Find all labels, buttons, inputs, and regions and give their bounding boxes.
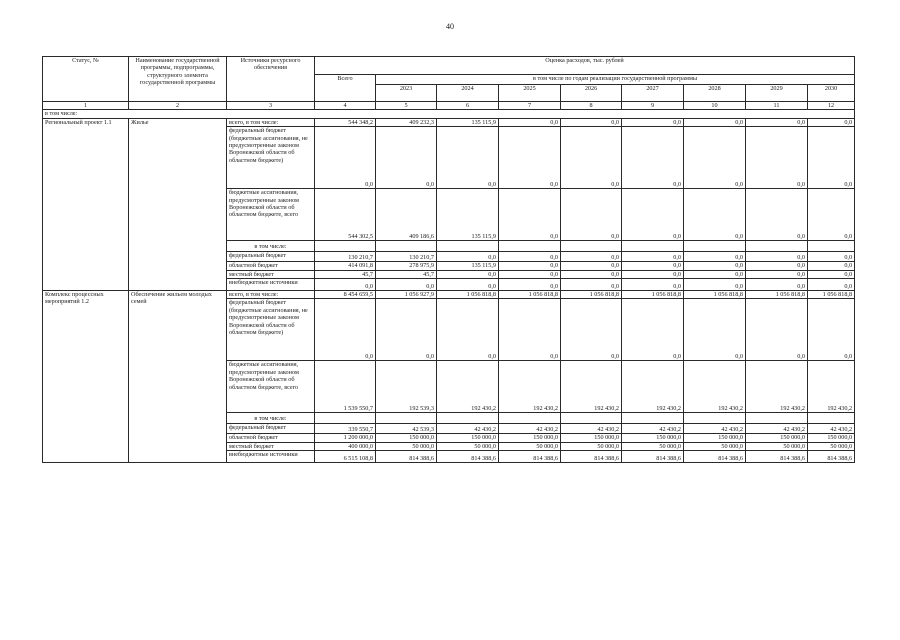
year-value-cell: 0,0: [376, 127, 437, 189]
year-value-cell: 42 430,2: [437, 424, 499, 434]
year-value-cell: 0,0: [808, 262, 855, 270]
year-value-cell: 814 388,6: [808, 451, 855, 463]
year-value-cell: 0,0: [622, 279, 684, 291]
total-value-cell: 400 000,0: [315, 442, 376, 450]
year-value-cell: 0,0: [808, 127, 855, 189]
year-value-cell: [746, 241, 808, 252]
year-value-cell: [808, 241, 855, 252]
funding-source-label: местный бюджет: [227, 442, 315, 450]
year-header: 2028: [684, 85, 746, 102]
total-value-cell: 45,7: [315, 270, 376, 278]
year-value-cell: 0,0: [561, 252, 622, 262]
year-value-cell: 0,0: [684, 127, 746, 189]
funding-source-label: федеральный бюджет: [227, 252, 315, 262]
column-number: 4: [315, 102, 376, 110]
year-value-cell: 0,0: [499, 270, 561, 278]
total-value-cell: 1 200 000,0: [315, 434, 376, 442]
column-number: 6: [437, 102, 499, 110]
year-value-cell: [499, 413, 561, 424]
funding-source-label: областной бюджет: [227, 434, 315, 442]
year-value-cell: 150 000,0: [808, 434, 855, 442]
year-value-cell: 192 430,2: [684, 361, 746, 413]
header-status: Статус, №: [43, 57, 129, 102]
year-value-cell: 0,0: [437, 279, 499, 291]
column-number: 5: [376, 102, 437, 110]
column-number: 1: [43, 102, 129, 110]
year-value-cell: 50 000,0: [437, 442, 499, 450]
column-number: 7: [499, 102, 561, 110]
row-status: Региональный проект 1.1: [43, 118, 129, 290]
year-value-cell: 42 430,2: [684, 424, 746, 434]
year-header: 2026: [561, 85, 622, 102]
total-value-cell: 0,0: [315, 279, 376, 291]
year-header: 2024: [437, 85, 499, 102]
year-value-cell: 0,0: [808, 252, 855, 262]
column-number: 3: [227, 102, 315, 110]
budget-table: [42, 56, 855, 463]
budget-row: [43, 291, 855, 299]
year-value-cell: 0,0: [684, 299, 746, 361]
year-value-cell: 0,0: [561, 270, 622, 278]
column-numbers-row: [43, 102, 855, 110]
total-value-cell: 0,0: [315, 127, 376, 189]
total-value-cell: 414 091,8: [315, 262, 376, 270]
year-value-cell: 150 000,0: [684, 434, 746, 442]
total-value-cell: 6 515 108,8: [315, 451, 376, 463]
year-value-cell: 0,0: [746, 118, 808, 126]
year-value-cell: 0,0: [437, 252, 499, 262]
year-value-cell: 0,0: [746, 189, 808, 241]
year-value-cell: 409 232,3: [376, 118, 437, 126]
year-value-cell: [437, 241, 499, 252]
year-value-cell: 0,0: [561, 127, 622, 189]
year-value-cell: [684, 241, 746, 252]
year-value-cell: 0,0: [684, 270, 746, 278]
year-value-cell: 0,0: [622, 189, 684, 241]
year-value-cell: 150 000,0: [376, 434, 437, 442]
year-value-cell: 0,0: [561, 299, 622, 361]
year-value-cell: 0,0: [622, 262, 684, 270]
year-value-cell: 150 000,0: [622, 434, 684, 442]
funding-source-label: внебюджетные источники: [227, 451, 315, 463]
year-value-cell: 135 115,9: [437, 118, 499, 126]
year-value-cell: 0,0: [622, 299, 684, 361]
year-value-cell: 0,0: [561, 118, 622, 126]
year-value-cell: 130 210,7: [376, 252, 437, 262]
year-value-cell: [499, 241, 561, 252]
total-value-cell: 8 454 659,5: [315, 291, 376, 299]
column-number: 8: [561, 102, 622, 110]
year-value-cell: 0,0: [622, 118, 684, 126]
year-value-cell: 0,0: [376, 279, 437, 291]
year-value-cell: 0,0: [561, 279, 622, 291]
year-value-cell: 1 056 818,8: [746, 291, 808, 299]
year-value-cell: [622, 241, 684, 252]
in-that-number-row: [43, 110, 855, 118]
year-value-cell: 814 388,6: [437, 451, 499, 463]
funding-source-label: областной бюджет: [227, 262, 315, 270]
header-total: Всего: [315, 75, 376, 102]
year-value-cell: 814 388,6: [561, 451, 622, 463]
year-value-cell: 814 388,6: [499, 451, 561, 463]
header-name: Наименование государственной программы, подпрограммы, структурного элемента государственной программы: [129, 57, 227, 102]
year-value-cell: 0,0: [437, 127, 499, 189]
year-header: 2023: [376, 85, 437, 102]
year-value-cell: 0,0: [746, 262, 808, 270]
row-status: Комплекс процессных мероприятий 1.2: [43, 291, 129, 463]
header-source: Источники ресурсного обеспечения: [227, 57, 315, 102]
total-value-cell: 0,0: [315, 299, 376, 361]
funding-source-label: в том числе:: [227, 413, 315, 424]
funding-source-label: федеральный бюджет (бюджетные ассигнования, не предусмотренные законом Воронежской области об областном бюджете): [227, 127, 315, 189]
year-value-cell: 50 000,0: [561, 442, 622, 450]
year-value-cell: 50 000,0: [376, 442, 437, 450]
year-value-cell: 0,0: [622, 252, 684, 262]
year-header: 2030: [808, 85, 855, 102]
year-value-cell: 0,0: [499, 279, 561, 291]
year-value-cell: 150 000,0: [746, 434, 808, 442]
year-value-cell: 150 000,0: [561, 434, 622, 442]
year-value-cell: 0,0: [808, 299, 855, 361]
year-value-cell: 192 430,2: [499, 361, 561, 413]
year-value-cell: 42 430,2: [622, 424, 684, 434]
year-value-cell: 1 056 818,8: [437, 291, 499, 299]
year-value-cell: 0,0: [437, 299, 499, 361]
year-value-cell: [746, 413, 808, 424]
column-number: 10: [684, 102, 746, 110]
total-value-cell: [315, 413, 376, 424]
year-value-cell: 50 000,0: [746, 442, 808, 450]
year-value-cell: 0,0: [808, 270, 855, 278]
header-estimate: Оценка расходов, тыс. рублей: [315, 57, 855, 75]
year-header: 2025: [499, 85, 561, 102]
year-value-cell: 150 000,0: [437, 434, 499, 442]
page-number: 40: [446, 22, 454, 31]
year-value-cell: 192 430,2: [746, 361, 808, 413]
year-value-cell: 50 000,0: [499, 442, 561, 450]
year-value-cell: 0,0: [499, 262, 561, 270]
funding-source-label: местный бюджет: [227, 270, 315, 278]
year-value-cell: 42 430,2: [808, 424, 855, 434]
year-value-cell: 0,0: [499, 189, 561, 241]
year-value-cell: 0,0: [684, 118, 746, 126]
year-value-cell: 1 056 818,8: [684, 291, 746, 299]
funding-source-label: всего, в том числе:: [227, 291, 315, 299]
year-value-cell: 0,0: [499, 252, 561, 262]
year-value-cell: 45,7: [376, 270, 437, 278]
total-value-cell: 130 210,7: [315, 252, 376, 262]
funding-source-label: бюджетные ассигнования, предусмотренные законом Воронежской области об областном бюджете, всего: [227, 361, 315, 413]
year-value-cell: 0,0: [684, 262, 746, 270]
year-value-cell: 1 056 927,9: [376, 291, 437, 299]
year-value-cell: 0,0: [808, 279, 855, 291]
year-value-cell: [376, 413, 437, 424]
funding-source-label: бюджетные ассигнования, предусмотренные законом Воронежской области об областном бюджете, всего: [227, 189, 315, 241]
year-value-cell: [437, 413, 499, 424]
total-value-cell: 339 550,7: [315, 424, 376, 434]
year-value-cell: 814 388,6: [684, 451, 746, 463]
funding-source-label: федеральный бюджет (бюджетные ассигнования, не предусмотренные законом Воронежской области об областном бюджете): [227, 299, 315, 361]
year-value-cell: 0,0: [746, 127, 808, 189]
year-value-cell: 192 430,2: [808, 361, 855, 413]
funding-source-label: всего, в том числе:: [227, 118, 315, 126]
year-value-cell: 0,0: [376, 299, 437, 361]
row-program-name: Жилье: [129, 118, 227, 290]
funding-source-label: в том числе:: [227, 241, 315, 252]
year-value-cell: 135 115,9: [437, 189, 499, 241]
year-header: 2027: [622, 85, 684, 102]
year-value-cell: 192 430,2: [622, 361, 684, 413]
header-row: [43, 57, 855, 75]
column-number: 11: [746, 102, 808, 110]
year-value-cell: 42 430,2: [746, 424, 808, 434]
total-value-cell: 1 539 550,7: [315, 361, 376, 413]
year-header: 2029: [746, 85, 808, 102]
year-value-cell: 42 539,3: [376, 424, 437, 434]
year-value-cell: 50 000,0: [808, 442, 855, 450]
year-value-cell: 0,0: [684, 189, 746, 241]
header-by-years: в том числе по годам реализации государственной программы: [376, 75, 855, 85]
year-value-cell: 409 186,6: [376, 189, 437, 241]
in-that-number-label: в том числе:: [43, 110, 855, 118]
year-value-cell: [808, 413, 855, 424]
year-value-cell: 192 539,3: [376, 361, 437, 413]
column-number: 2: [129, 102, 227, 110]
total-value-cell: [315, 241, 376, 252]
year-value-cell: 0,0: [746, 299, 808, 361]
funding-source-label: внебюджетные источники: [227, 279, 315, 291]
year-value-cell: 50 000,0: [684, 442, 746, 450]
year-value-cell: 42 430,2: [499, 424, 561, 434]
year-value-cell: 278 975,9: [376, 262, 437, 270]
year-value-cell: 0,0: [499, 118, 561, 126]
year-value-cell: 135 115,9: [437, 262, 499, 270]
year-value-cell: 50 000,0: [622, 442, 684, 450]
total-value-cell: 544 302,5: [315, 189, 376, 241]
year-value-cell: 192 430,2: [437, 361, 499, 413]
year-value-cell: [376, 241, 437, 252]
year-value-cell: 814 388,6: [622, 451, 684, 463]
year-value-cell: 1 056 818,8: [808, 291, 855, 299]
year-value-cell: 0,0: [437, 270, 499, 278]
year-value-cell: 0,0: [499, 127, 561, 189]
column-number: 9: [622, 102, 684, 110]
column-number: 12: [808, 102, 855, 110]
total-value-cell: 544 348,2: [315, 118, 376, 126]
year-value-cell: 0,0: [746, 270, 808, 278]
year-value-cell: 150 000,0: [499, 434, 561, 442]
year-value-cell: 192 430,2: [561, 361, 622, 413]
budget-row: [43, 118, 855, 126]
year-value-cell: 0,0: [808, 189, 855, 241]
year-value-cell: 1 056 818,8: [561, 291, 622, 299]
year-value-cell: [622, 413, 684, 424]
funding-source-label: федеральный бюджет: [227, 424, 315, 434]
year-value-cell: 0,0: [622, 127, 684, 189]
year-value-cell: [684, 413, 746, 424]
year-value-cell: 0,0: [561, 189, 622, 241]
year-value-cell: 0,0: [684, 279, 746, 291]
year-value-cell: 42 430,2: [561, 424, 622, 434]
year-value-cell: 0,0: [499, 299, 561, 361]
year-value-cell: 0,0: [746, 279, 808, 291]
year-value-cell: 0,0: [746, 252, 808, 262]
year-value-cell: 0,0: [622, 270, 684, 278]
year-value-cell: 814 388,6: [376, 451, 437, 463]
year-value-cell: [561, 241, 622, 252]
year-value-cell: 1 056 818,8: [622, 291, 684, 299]
year-value-cell: 814 388,6: [746, 451, 808, 463]
row-program-name: Обеспечение жильем молодых семей: [129, 291, 227, 463]
year-value-cell: 0,0: [561, 262, 622, 270]
year-value-cell: 0,0: [684, 252, 746, 262]
year-value-cell: 1 056 818,8: [499, 291, 561, 299]
year-value-cell: [561, 413, 622, 424]
year-value-cell: 0,0: [808, 118, 855, 126]
